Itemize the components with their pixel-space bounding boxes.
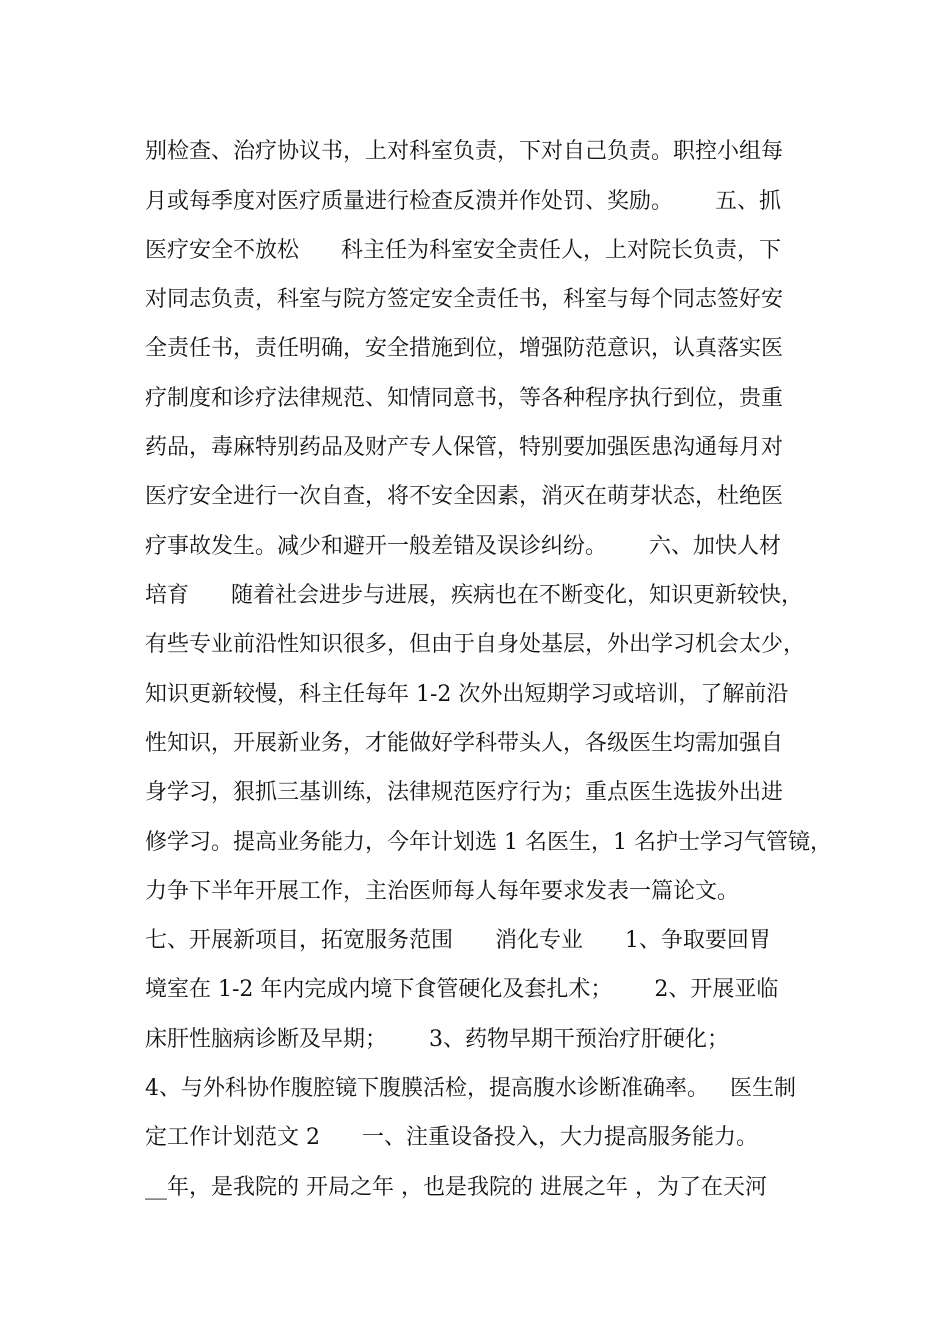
text-line: 对同志负责，科室与院方签定安全责任书，科室与每个同志签好安 — [145, 287, 784, 312]
text-line: 境室在 1-2 年内完成内境下食管硬化及套扎术； 2、开展亚临 — [145, 977, 779, 1002]
text-line: 疗事故发生。减少和避开一般差错及误诊纠纷。 六、加快人材 — [145, 534, 781, 559]
text-line: 医疗安全不放松 科主任为科室安全责任人，上对院长负责，下 — [145, 238, 781, 263]
text-line: 医疗安全进行一次自查，将不安全因素，消灭在萌芽状态，杜绝医 — [145, 484, 784, 509]
text-line: 力争下半年开展工作，主治医师每人每年要求发表一篇论文。 — [145, 879, 740, 904]
text-line: 全责任书，责任明确，安全措施到位，增强防范意识，认真落实医 — [145, 336, 784, 361]
text-line: 疗制度和诊疗法律规范、知情同意书，等各种程序执行到位，贵重 — [145, 386, 784, 411]
text-line: 定工作计划范文 2 一、注重设备投入，大力提高服务能力。 — [145, 1125, 758, 1150]
text-line: 培育 随着社会进步与进展，疾病也在不断变化，知识更新较快， — [145, 583, 803, 608]
text-line: 知识更新较慢，科主任每年 1-2 次外出短期学习或培训，了解前沿 — [145, 682, 789, 707]
text-line: 4、与外科协作腹腔镜下腹膜活检，提高腹水诊断准确率。 医生制 — [145, 1076, 796, 1101]
text-line: 别检查、治疗协议书，上对科室负责，下对自己负责。职控小组每 — [145, 139, 784, 164]
text-line: __年，是我院的 开局之年 ，也是我院的 进展之年 ，为了在天河 — [145, 1175, 767, 1200]
text-line: 月或每季度对医疗质量进行检查反溃并作处罚、奖励。 五、抓 — [145, 189, 781, 214]
text-line: 床肝性脑病诊断及早期； 3、药物早期干预治疗肝硬化； — [145, 1027, 729, 1052]
text-line: 七、开展新项目，拓宽服务范围 消化专业 1、争取要回胃 — [145, 928, 771, 953]
text-line: 身学习，狠抓三基训练，法律规范医疗行为；重点医生选拔外出进 — [145, 780, 784, 805]
text-line: 修学习。提高业务能力，今年计划选 1 名医生，1 名护士学习气管镜， — [145, 830, 832, 855]
text-line: 药品，毒麻特别药品及财产专人保管，特别要加强医患沟通每月对 — [145, 435, 784, 460]
text-line: 性知识，开展新业务，才能做好学科带头人，各级医生均需加强自 — [145, 731, 784, 756]
text-line: 有些专业前沿性知识很多，但由于自身处基层，外出学习机会太少， — [145, 632, 806, 657]
